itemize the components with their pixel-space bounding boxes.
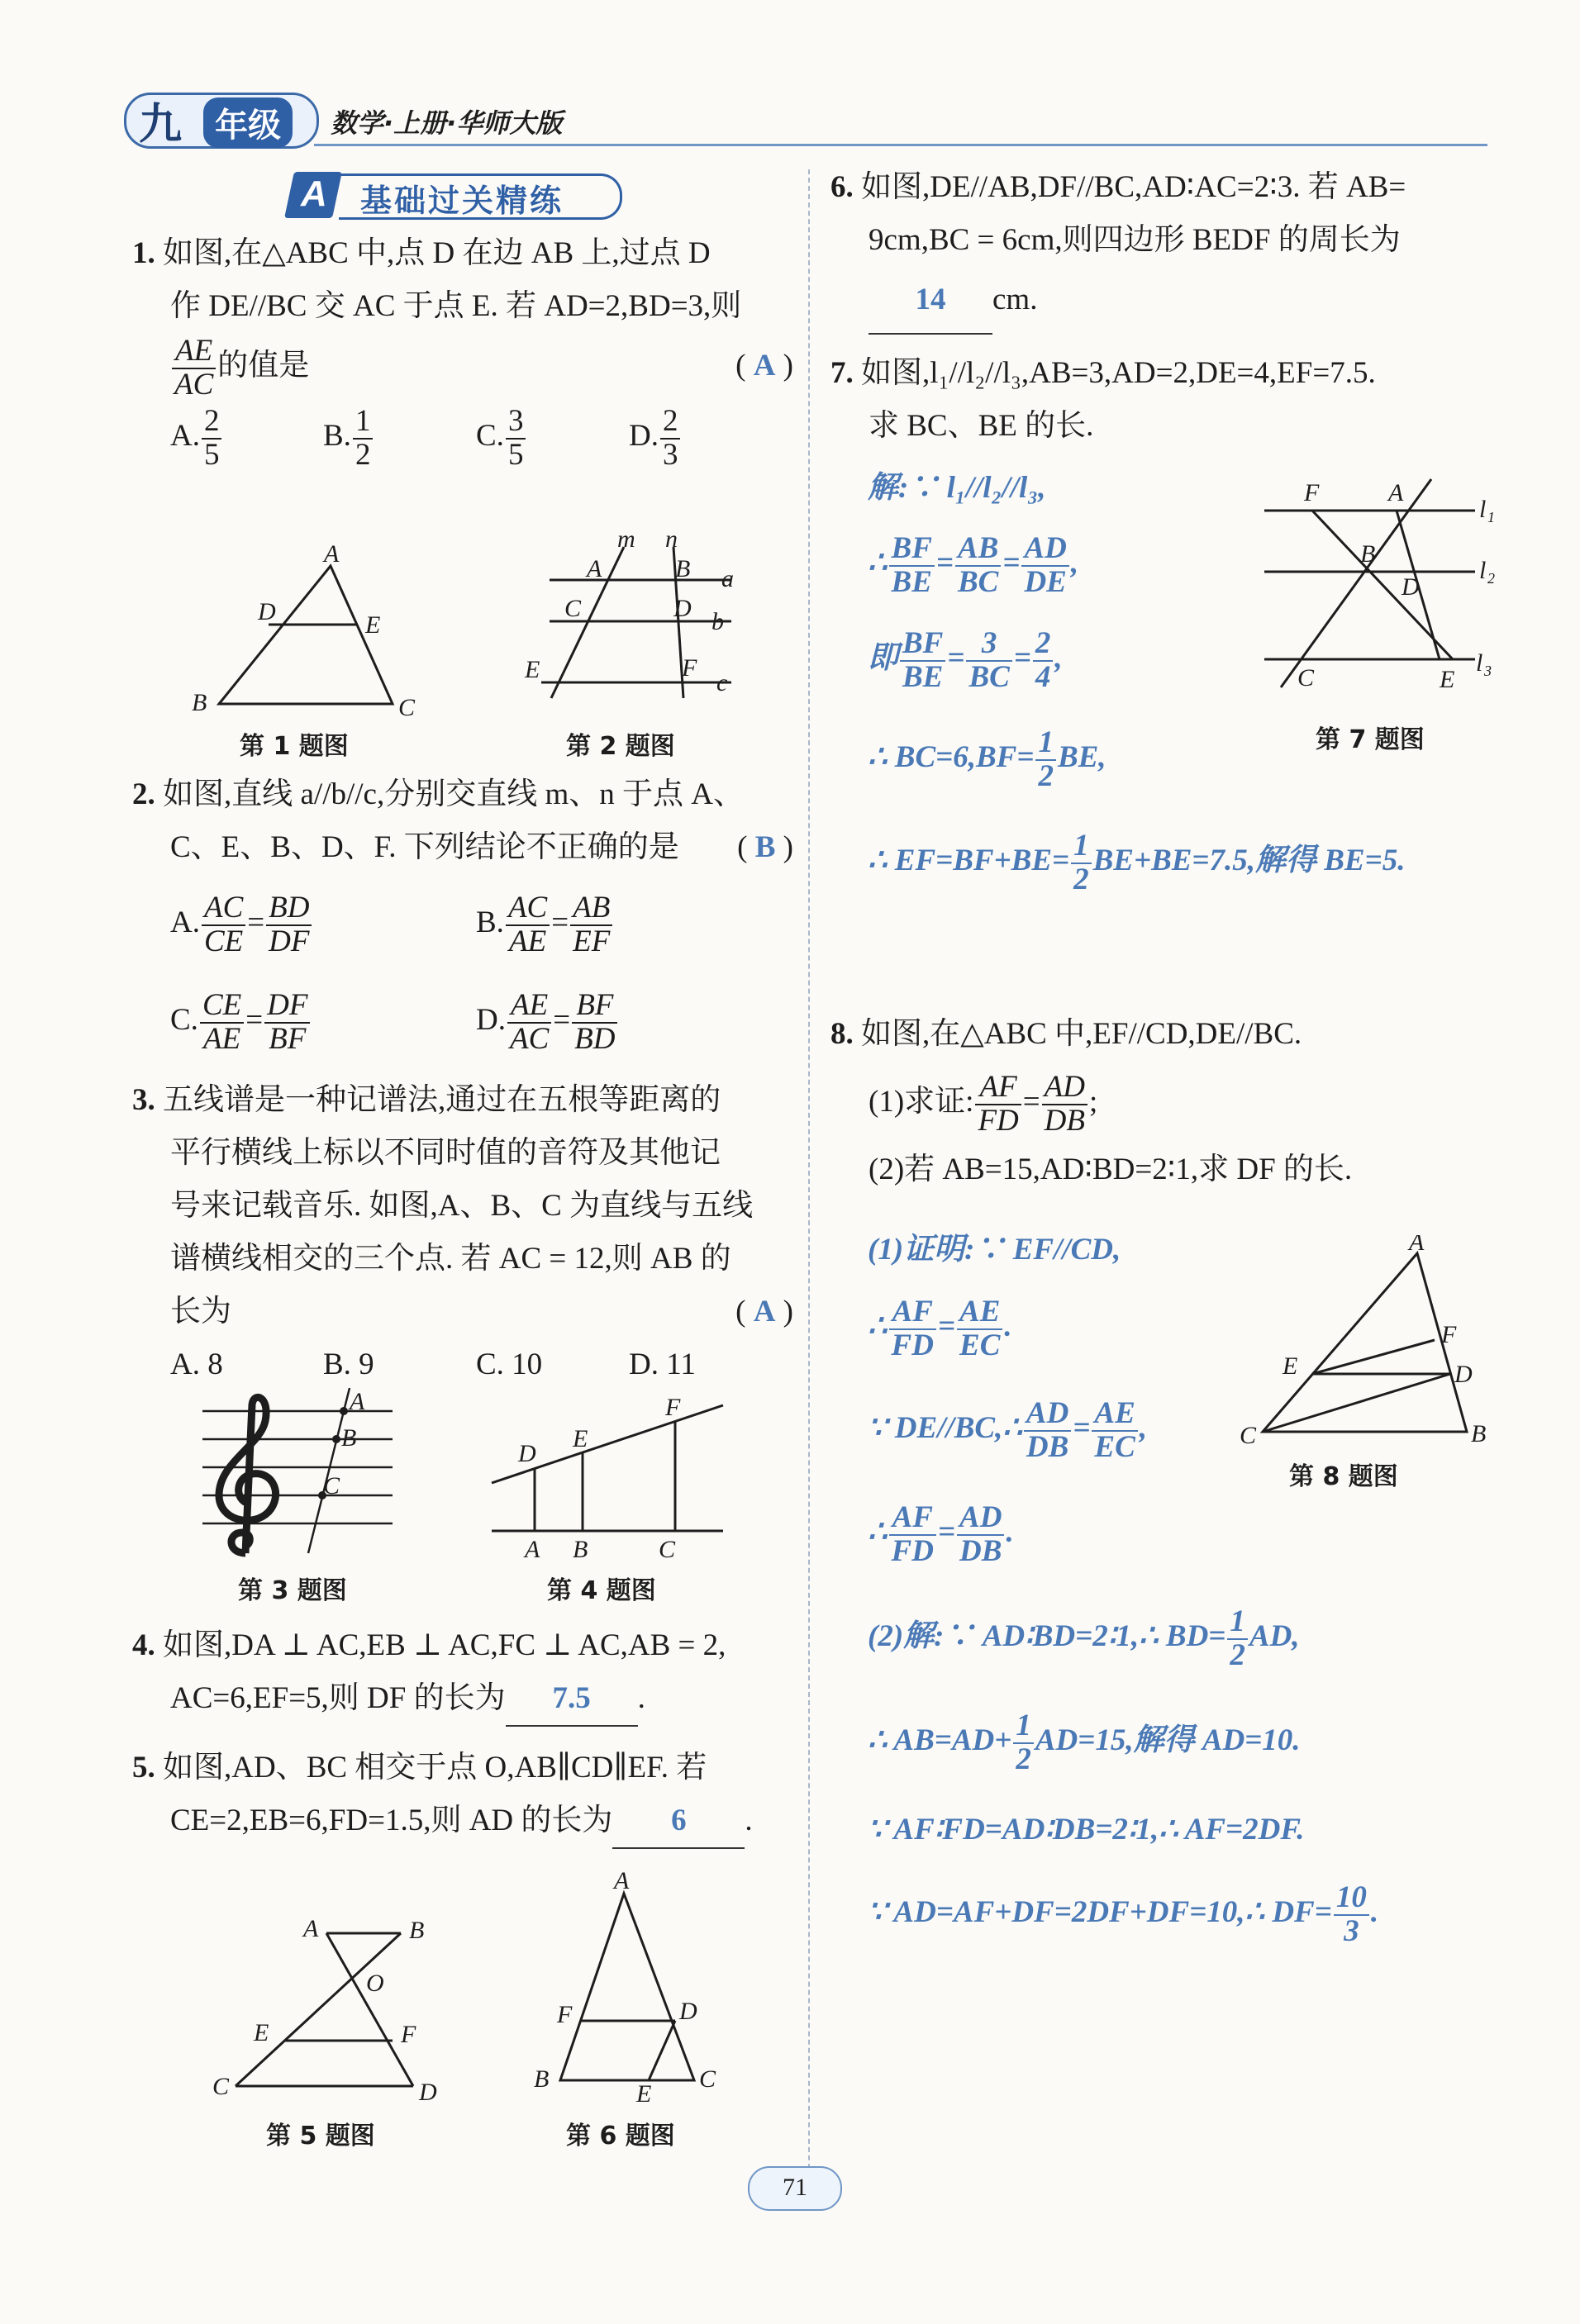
svg-text:A: A [614,1867,630,1894]
q2-option-b-n2: AB [570,892,612,926]
q8-s4-prefix: ∴ [868,1515,888,1549]
q8-s6-num: 1 [1013,1710,1034,1744]
q7-sol-line2: ∴ $\frac{BF}{BE}$ = $\frac{AB}{BC}$ = $\frac{AD}{DE}$ , [868,530,1079,599]
q3-line1: 五线谱是一种记谱法,通过在五根等距离的 [163,1083,721,1117]
svg-text:C: C [323,1472,340,1499]
q7-sol2-f2-den: BC [958,564,999,599]
q6-answer: 14 [869,267,992,335]
svg-text:B: B [192,689,207,716]
figure-2-caption: 第 2 题图 [566,732,675,761]
q2-option-d-d2: BD [574,1021,616,1056]
q6-line2: 9cm,BC = 6cm,则四边形 BEDF 的周长为 [869,223,1401,257]
q2-options-row2 [132,972,793,1069]
q8-s6-b: AD=15,解得 AD=10. [1035,1723,1301,1757]
q2-option-d-n1: AE [507,990,551,1024]
column-divider [808,169,810,2193]
svg-text:O: O [366,1970,384,1997]
q3-line2: 平行横线上标以不同时值的音符及其他记 [170,1136,721,1170]
q2-option-b-label: B. [476,905,504,939]
q2-option-c: C. $\frac{CE}{AE}$ = $\frac{DF}{BF}$ [170,972,476,1069]
svg-text:l: l [1479,557,1487,584]
question-8 [830,1008,1492,1196]
svg-text:B: B [1471,1420,1487,1447]
q8-p1-f1-num: AF [975,1072,1021,1105]
q8-s4-tail: . [1006,1515,1014,1549]
grade-label: 年级 [203,97,293,148]
svg-text:A: A [525,1536,540,1563]
q3-option-a: A. 8 [170,1347,223,1381]
q7-sol4-a: ∴ BC=6,BF= [868,740,1035,774]
figure-5 [202,1908,450,2107]
q8-sol-line8 [868,1867,1529,1958]
q8-line1: 如图,在△ABC 中,EF//CD,DE//BC. [861,1017,1302,1051]
svg-text:c: c [716,669,728,696]
q7-sol-line5 [868,807,1496,915]
svg-text:A: A [1409,1235,1425,1256]
figure-1 [182,545,430,727]
q8-part1-tail: ; [1088,1085,1098,1119]
q7-sol-line3: 即 $\frac{BF}{BE}$ = $\frac{3}{BC}$ = $\frac{2}{4}$ , [868,625,1063,694]
q8-p1-f1-den: FD [978,1103,1019,1138]
q3-line3: 号来记载音乐. 如图,A、B、C 为直线与五线 [170,1189,754,1223]
q1-fraction [172,335,216,402]
svg-text:l: l [1476,649,1483,677]
q8-s4-f2-den: DB [959,1533,1002,1568]
q8-s5-a: (2)解:∵ AD∶BD=2∶1,∴ BD= [868,1619,1226,1653]
q1-answer: A [753,349,776,383]
question-7 [830,347,1492,453]
q3-line4: 谱横线相交的三个点. 若 AC = 12,则 AB 的 [170,1242,731,1276]
q7-sol5-a: ∴ EF=BF+BE= [868,844,1070,877]
q8-s3-f1-num: AD [1024,1398,1071,1432]
q8-s5-b: AD, [1249,1619,1300,1653]
q8-s6-den: 2 [1016,1742,1031,1776]
q4-line2-end: . [637,1681,645,1715]
q8-s3-f2-den: EC [1094,1429,1135,1464]
q8-p1-f2-num: AD [1042,1072,1087,1105]
q1-options [132,399,793,473]
q3-answer: A [753,1295,776,1328]
q2-option-b: B. $\frac{AC}{AE}$ = $\frac{AB}{EF}$ [476,874,614,972]
question-2: 2. 如图,直线 a//b//c,分别交直线 m、n 于点 A、 C、E、B、D、F. 下列结论不正确的是 ( B ) A. $\frac{AC}{CE}$ = $\frac{BD}{DF}$ B. $\frac{AC}{AE}$ = $\frac{AB}{EF}$ C. $\frac{CE}{AE}$ = $\frac{DF}{BF}$ D. $\frac{AE}{AC}$ = $\frac{BF}{BD}$ [132,768,793,1069]
q8-s5-num: 1 [1227,1606,1248,1640]
question-3: 3. 五线谱是一种记谱法,通过在五根等距离的 平行横线上标以不同时值的音符及其他记 号来记载音乐. 如图,A、B、C 为直线与五线 谱横线相交的三个点. 若 AC = 12,则 AB 的 长为 ( A ) A. 8 B. 9 C. 10 D. 11 [132,1074,793,1391]
q2-option-c-label: C. [170,1003,198,1037]
q7-number: 7. [830,356,854,390]
q1-option-d [629,399,761,473]
q2-line1: 如图,直线 a//b//c,分别交直线 m、n 于点 A、 [163,777,744,811]
q7-sol2-tail: , [1070,546,1079,580]
q8-sol-line6 [868,1689,1529,1793]
q5-line2: CE=2,EB=6,FD=1.5,则 AD 的长为 [170,1804,613,1837]
figure-6 [529,1867,735,2107]
q7-sol4-num: 1 [1035,727,1056,761]
svg-text:C: C [398,694,416,721]
figure-4 [483,1392,735,1566]
q2-option-a-d2: DF [269,924,310,958]
q4-answer: 7.5 [506,1672,638,1727]
q8-s2-tail: . [1004,1309,1012,1343]
svg-text:D: D [673,595,692,622]
figure-1-caption: 第 1 题图 [240,732,349,761]
q8-s3-f1-den: DB [1026,1429,1069,1464]
q8-sol-line1: (1)证明:∵ EF//CD, [868,1233,1121,1267]
q8-s3-a: ∵ DE//BC,∴ [868,1411,1022,1445]
q8-s3-f2-num: AE [1092,1398,1137,1432]
q7-sol3-f1-den: BE [902,659,944,694]
q7-sol3-f2-den: BC [968,659,1010,694]
svg-text:E: E [636,2080,652,2107]
q8-sol-line3: ∵ DE//BC,∴ $\frac{AD}{DB}$ = $\frac{AE}{EC}$ , [868,1395,1148,1464]
q8-s6-a: ∴ AB=AD+ [868,1723,1012,1757]
q7-sol5-den: 2 [1073,862,1089,896]
q4-line2: AC=6,EF=5,则 DF 的长为 [170,1681,506,1715]
svg-text:D: D [1402,573,1420,601]
page-number: 71 [783,2174,807,2201]
svg-text:A: A [1388,479,1404,506]
q8-s8-a: ∵ AD=AF+DF=2DF+DF=10,∴ DF= [868,1895,1332,1929]
q7-sol2-f3-den: DE [1024,564,1067,599]
q1-option-d-label: D. [629,419,659,453]
svg-text:E: E [525,656,540,683]
q3-number: 3. [132,1083,155,1117]
q1-option-a-num: 2 [202,406,222,440]
q1-option-c-den: 5 [507,437,524,472]
q2-number: 2. [132,777,155,811]
svg-text:C: C [659,1536,676,1563]
q8-s2-prefix: ∴ [868,1309,888,1343]
q7-sol3-f1-num: BF [900,628,945,662]
q2-option-c-d2: BF [269,1021,307,1056]
question-5 [132,1742,793,1849]
figure-3-caption: 第 3 题图 [238,1576,347,1605]
section-banner [289,172,636,218]
q7-sol2-f2-num: AB [955,533,1001,567]
q5-answer: 6 [612,1794,745,1849]
q7-sol2-f3-num: AD [1021,533,1068,567]
q1-option-a [170,399,323,473]
svg-text:F: F [1304,479,1320,506]
q5-line1: 如图,AD、BC 相交于点 O,AB∥CD∥EF. 若 [163,1751,707,1785]
svg-text:b: b [711,608,724,635]
svg-text:B: B [1360,540,1376,568]
q8-s3-tail: , [1139,1411,1148,1445]
page-header [124,89,1487,155]
q1-option-d-den: 3 [662,437,678,472]
svg-text:n: n [665,529,678,553]
svg-text:3: 3 [1484,663,1492,679]
q6-number: 6. [830,170,854,204]
q1-option-b-den: 2 [355,437,371,472]
svg-text:m: m [617,529,635,553]
q2-option-a-n1: AC [202,892,245,926]
subject-title: 数学·上册·华师大版 [331,107,563,139]
svg-text:D: D [518,1440,536,1467]
svg-text:E: E [573,1425,588,1452]
q2-option-d-d1: AC [509,1021,550,1056]
q7-sol3-f3-den: 4 [1035,659,1051,694]
svg-text:D: D [258,598,276,625]
svg-text:B: B [573,1536,588,1563]
q8-s4-f2-num: AD [957,1502,1004,1536]
q2-option-a-n2: BD [266,892,312,926]
q7-sol4-den: 2 [1038,758,1054,793]
figure-2 [500,529,756,719]
q1-option-c-label: C. [476,419,504,453]
q8-s2-f1-num: AF [889,1296,936,1330]
q8-sol-line2: ∴ $\frac{AF}{FD}$ = $\frac{AE}{EC}$ . [868,1294,1012,1362]
svg-text:F: F [682,654,697,682]
q6-unit: cm. [992,283,1038,316]
svg-text:A: A [350,1388,365,1415]
q2-line2: C、E、B、D、F. 下列结论不正确的是 [170,830,679,864]
figure-8-caption: 第 8 题图 [1289,1462,1398,1491]
q7-sol3-f2-num: 3 [966,628,1011,662]
q2-option-d-label: D. [476,1003,506,1037]
q8-part1-label: (1)求证: [869,1085,974,1119]
figure-7-caption: 第 7 题图 [1316,725,1425,754]
q8-part2: (2)若 AB=15,AD∶BD=2∶1,求 DF 的长. [869,1152,1353,1186]
svg-text:F: F [557,2001,573,2028]
grade-char: 九 [139,100,183,150]
svg-text:E: E [1283,1352,1298,1380]
svg-text:A: A [587,555,602,582]
svg-text:F: F [401,2021,416,2048]
q8-s8-den: 3 [1344,1913,1359,1948]
q1-option-b-num: 1 [353,406,374,440]
figure-7 [1248,471,1504,702]
svg-text:l: l [1479,496,1487,523]
svg-text:F: F [665,1394,681,1421]
q6-line1: 如图,DE//AB,DF//BC,AD∶AC=2∶3. 若 AB= [861,170,1406,204]
q1-line1: 如图,在△ABC 中,点 D 在边 AB 上,过点 D [163,236,711,270]
svg-text:C: C [564,595,582,622]
q5-number: 5. [132,1751,155,1785]
svg-text:A: A [303,1915,319,1942]
q1-line2: 作 DE//BC 交 AC 于点 E. 若 AD=2,BD=3,则 [170,289,742,323]
q7-sol4-b: BE, [1057,740,1106,774]
section-badge-letter: A [301,173,327,214]
svg-text:A: A [324,545,340,568]
q3-option-d: D. 11 [629,1347,696,1381]
q3-option-b: B. 9 [323,1347,374,1381]
q8-sol-line7: ∵ AF∶FD=AD∶DB=2∶1,∴ AF=2DF. [868,1813,1305,1846]
q8-s2-f1-den: FD [891,1328,934,1362]
q8-s2-f2-den: EC [959,1328,1001,1362]
q2-options-row1 [132,874,793,972]
q1-option-c [476,399,629,473]
figure-3 [194,1388,401,1566]
q8-s4-f1-den: FD [891,1533,934,1568]
figure-4-caption: 第 4 题图 [547,1576,656,1605]
svg-text:B: B [534,2065,550,2093]
treble-clef-icon [219,1397,276,1553]
svg-text:B: B [409,1917,425,1944]
q7-sol5-b: BE+BE=7.5,解得 BE=5. [1092,844,1406,877]
header-rule [314,144,1487,146]
q7-sol3-f3-num: 2 [1033,628,1054,662]
q2-option-a-label: A. [170,905,200,939]
q3-line5: 长为 [170,1295,231,1328]
svg-text:C: C [1240,1422,1257,1449]
svg-text:E: E [365,611,381,639]
svg-text:C: C [212,2073,230,2100]
q7-sol-line1: 解:∵ l₁//l₂//l₃, [868,471,1046,505]
q8-s8-b: . [1370,1895,1379,1929]
q2-option-d-n2: BF [572,990,617,1024]
q3-options [132,1338,793,1391]
q7-line2: 求 BC、BE 的长. [869,409,1094,443]
svg-text:1: 1 [1487,509,1495,525]
figure-8 [1240,1235,1496,1458]
q1-option-b-label: B. [323,419,351,453]
figure-6-caption: 第 6 题图 [566,2122,675,2151]
q8-s8-num: 10 [1334,1882,1369,1916]
q3-option-c: C. 10 [476,1347,543,1381]
q8-s5-den: 2 [1230,1637,1245,1672]
q7-sol3-prefix: 即 [868,641,898,675]
q1-option-a-den: 5 [203,437,220,472]
q2-answer: B [754,830,776,864]
q4-line1: 如图,DA ⊥ AC,EB ⊥ AC,FC ⊥ AC,AB = 2, [163,1628,726,1662]
question-1: 1. 如图,在△ABC 中,点 D 在边 AB 上,过点 D 作 DE//BC 交 AC 于点 E. 若 AD=2,BD=3,则 $\frac{AE}{AC}$ 的值是 ( A ) A. $\frac{2}{5}$ B. $\frac{1}{2}$ C. $\frac{3}{5}$ D. $\frac{2}{3}$ [132,227,793,473]
q8-number: 8. [830,1017,854,1051]
svg-text:D: D [419,2079,437,2106]
q2-option-b-d2: EF [573,924,611,958]
q2-option-c-n1: CE [200,990,244,1024]
svg-text:B: B [341,1424,357,1452]
question-4 [132,1619,793,1727]
svg-text:2: 2 [1487,570,1495,587]
svg-text:E: E [1440,666,1455,693]
svg-text:C: C [699,2065,716,2093]
svg-text:B: B [675,555,691,582]
q4-number: 4. [132,1628,155,1662]
q7-sol3-tail: , [1054,641,1063,675]
q2-option-b-n1: AC [506,892,550,926]
svg-text:D: D [1454,1361,1473,1388]
q8-s2-f2-num: AE [957,1296,1002,1330]
q7-sol5-num: 1 [1071,830,1092,864]
question-6 [830,161,1492,333]
svg-text:D: D [679,1998,697,2025]
q1-option-b [323,399,476,473]
q2-option-c-n2: DF [264,990,310,1024]
section-title: 基础过关精练 [360,183,564,219]
q7-sol2-prefix: ∴ [868,546,888,580]
q2-option-d: D. $\frac{AE}{AC}$ = $\frac{BF}{BD}$ [476,972,619,1069]
q1-frac-num: AE [172,335,216,369]
q8-p1-f2-den: DB [1044,1103,1085,1138]
q8-part1: (1)求证: $\frac{AF}{FD}$ = $\frac{AD}{DB}$ ; [869,1069,1098,1138]
page-number-badge [748,2166,842,2211]
svg-text:E: E [254,2019,269,2046]
q8-s4-f1-num: AF [889,1502,936,1536]
q5-line2-end: . [745,1804,753,1837]
q1-option-c-num: 3 [506,406,526,440]
svg-text:F: F [1441,1321,1457,1348]
q1-number: 1. [132,236,155,270]
q7-sol2-f1-den: BE [891,564,932,599]
q7-sol2-f1-num: BF [889,533,935,567]
q2-option-a: A. $\frac{AC}{CE}$ = $\frac{BD}{DF}$ [170,874,476,972]
q1-frac-den: AC [174,367,214,402]
q1-tail: 的值是 [217,349,310,383]
q1-option-a-label: A. [170,419,200,453]
q2-option-a-d1: CE [203,924,244,958]
svg-text:C: C [1297,664,1315,691]
q2-option-b-d1: AE [508,924,547,958]
svg-text:a: a [721,565,734,592]
q2-option-c-d1: AE [202,1021,241,1056]
q8-sol-line5 [868,1585,1529,1689]
q7-line1: 如图,l₁//l₂//l₃,AB=3,AD=2,DE=4,EF=7.5. [861,356,1376,390]
q8-sol-line4: ∴ $\frac{AF}{FD}$ = $\frac{AD}{DB}$ . [868,1499,1014,1568]
figure-5-caption: 第 5 题图 [266,2122,375,2151]
q1-option-d-num: 2 [660,406,681,440]
